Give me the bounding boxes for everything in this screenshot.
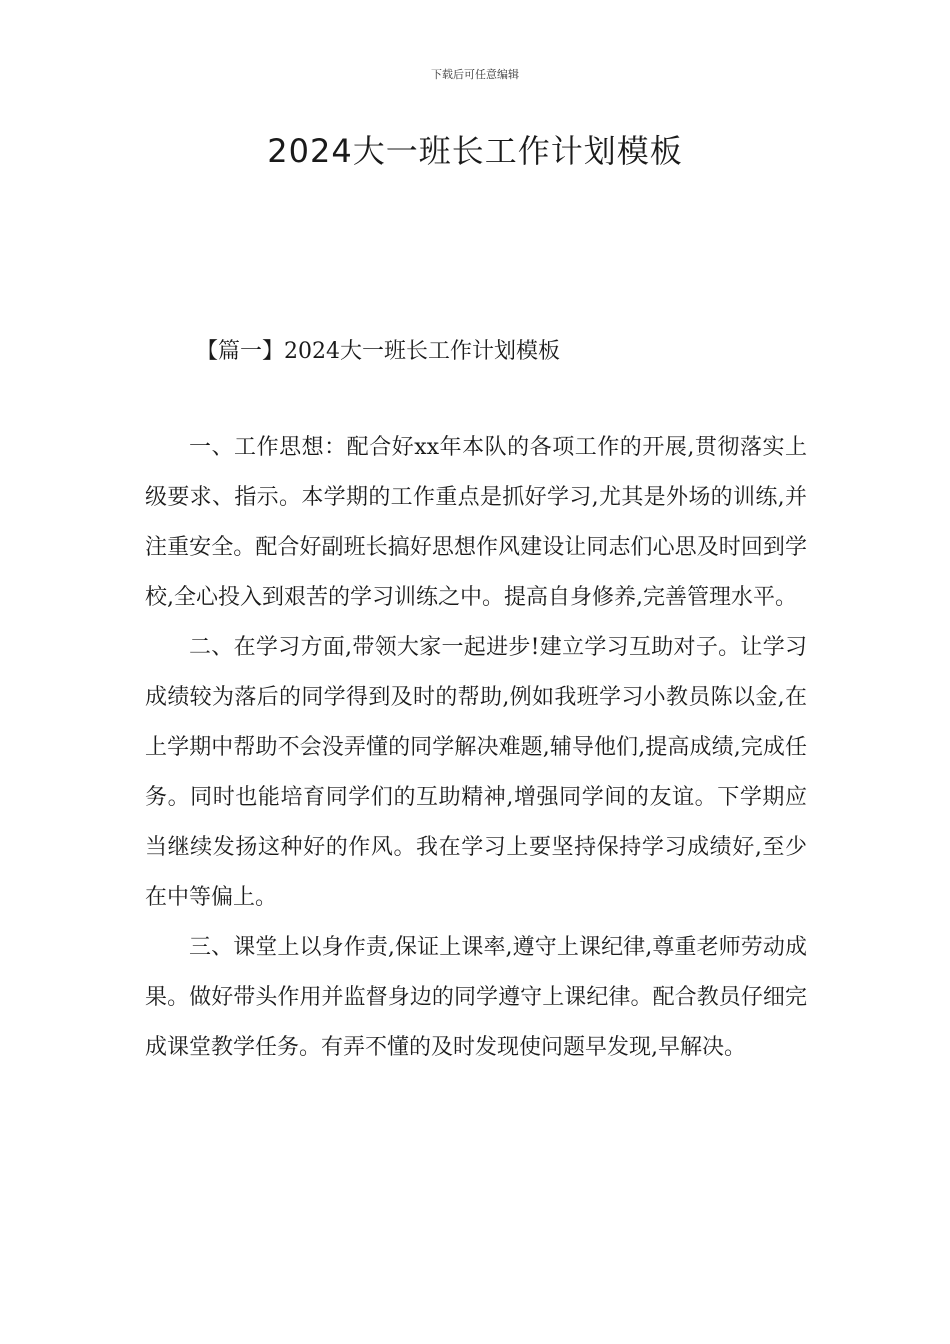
document-title: 2024大一班长工作计划模板 [267, 132, 683, 170]
section-heading: 【篇一】2024大一班长工作计划模板 [196, 339, 560, 364]
document-body [145, 423, 807, 1073]
paragraph-3: 三、课堂上以身作责,保证上课率,遵守上课纪律,尊重老师劳动成果。做好带头作用并监督身边的同学遵守上课纪律。配合教员仔细完成课堂教学任务。有弄不懂的及时发现使问题早发现,早解决。 [145, 935, 807, 1060]
header-note: 下载后可任意编辑 [431, 68, 519, 81]
paragraph-1: 一、工作思想：配合好xx年本队的各项工作的开展,贯彻落实上级要求、指示。本学期的工作重点是抓好学习,尤其是外场的训练,并注重安全。配合好副班长搞好思想作风建设让同志们心思及时回到学校,全心投入到艰苦的学习训练之中。提高自身修养,完善管理水平。 [145, 435, 807, 610]
paragraph-2: 二、在学习方面,带领大家一起进步!建立学习互助对子。让学习成绩较为落后的同学得到及时的帮助,例如我班学习小教员陈以金,在上学期中帮助不会没弄懂的同学解决难题,辅导他们,提高成绩,完成任务。同时也能培育同学们的互助精神,增强同学间的友谊。下学期应当继续发扬这种好的作风。我在学习上要坚持保持学习成绩好,至少在中等偏上。 [145, 635, 807, 910]
